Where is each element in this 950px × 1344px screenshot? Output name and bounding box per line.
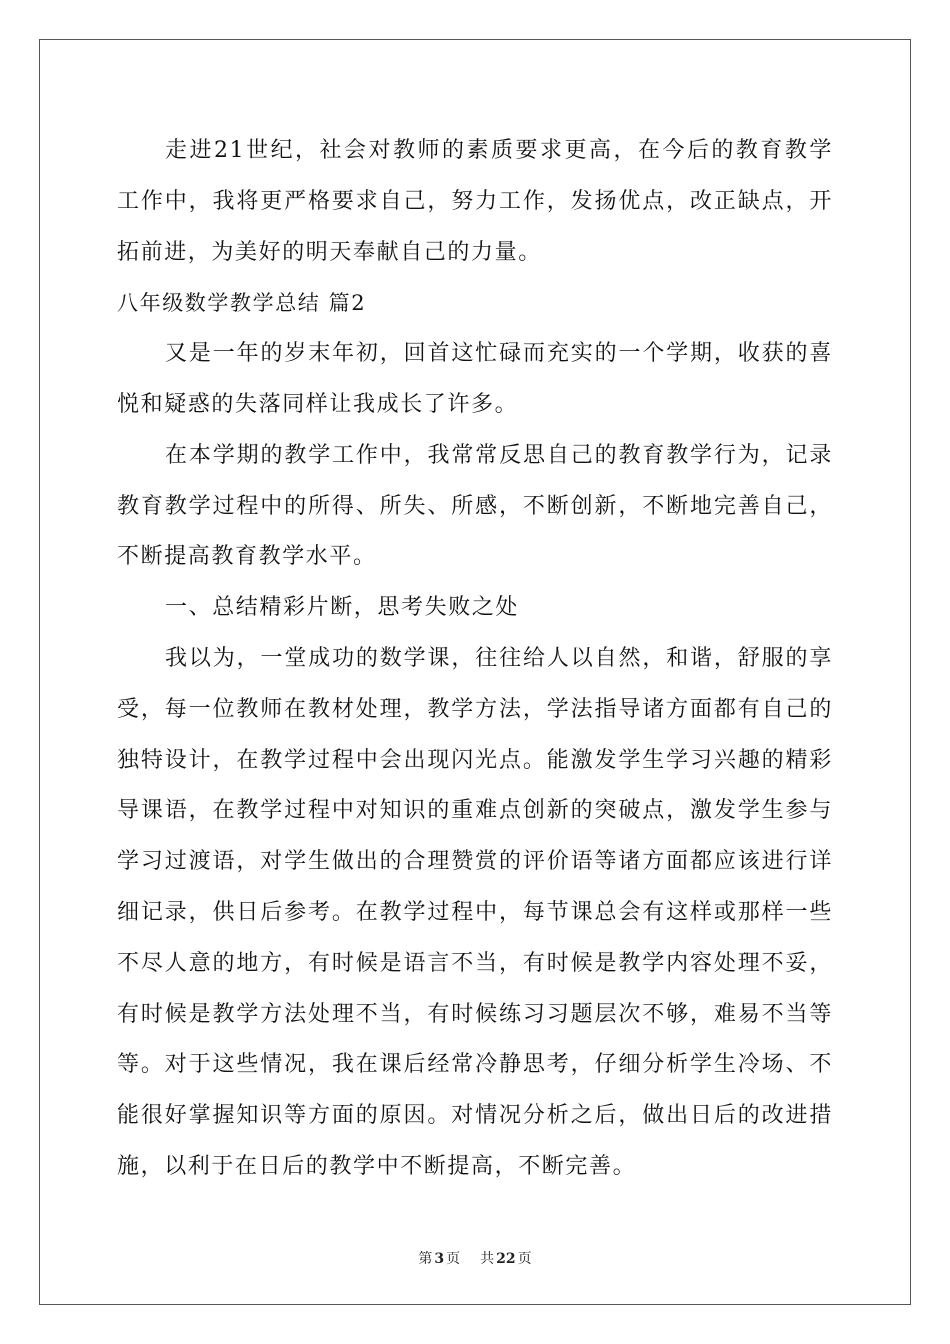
page-footer (0, 1248, 950, 1268)
text-line: 走进21世纪，社会对教师的素质要求更高，在今后的教育教学 (165, 138, 833, 163)
text-line: 独特设计，在教学过程中会出现闪光点。能激发学生学习兴趣的精彩 (117, 747, 833, 773)
text-line: 不尽人意的地方，有时候是语言不当，有时候是教学内容处理不妥， (117, 950, 833, 976)
footer-page-suffix: 页 (446, 1251, 461, 1267)
text-line: 学习过渡语，对学生做出的合理赞赏的评价语等诸方面都应该进行详 (117, 849, 833, 875)
section-heading: 八年级数学教学总结 篇2 (117, 291, 367, 316)
text-line: 在本学期的教学工作中，我常常反思自己的教育教学行为，记录 (165, 442, 833, 468)
text-line: 施，以利于在日后的教学中不断提高，不断完善。 (117, 1153, 637, 1179)
text-line: 拓前进，为美好的明天奉献自己的力量。 (117, 239, 542, 265)
text-line: 又是一年的岁末年初，回首这忙碌而充实的一个学期，收获的喜 (165, 341, 833, 367)
text-line: 有时候是教学方法处理不当，有时候练习习题层次不够，难易不当等 (117, 1001, 833, 1027)
text-line: 悦和疑惑的失落同样让我成长了许多。 (117, 391, 519, 417)
text-line: 我以为，一堂成功的数学课，往往给人以自然，和谐，舒服的享 (165, 645, 833, 671)
footer-page-prefix: 第 (418, 1251, 433, 1267)
text-line: 受，每一位教师在教材处理，教学方法，学法指导诸方面都有自己的 (117, 696, 833, 722)
text-line: 能很好掌握知识等方面的原因。对情况分析之后，做出日后的改进措 (117, 1103, 833, 1129)
footer-total-pages: 22 (496, 1251, 516, 1267)
footer-total-suffix: 页 (517, 1251, 532, 1267)
footer-total-prefix: 共 (480, 1251, 495, 1267)
text-line: 工作中，我将更严格要求自己，努力工作，发扬优点，改正缺点，开 (117, 188, 833, 214)
footer-current-page: 3 (434, 1251, 445, 1267)
text-line: 等。对于这些情况，我在课后经常冷静思考，仔细分析学生冷场、不 (117, 1052, 833, 1078)
text-line: 不断提高教育教学水平。 (117, 544, 377, 570)
text-line: 一、总结精彩片断，思考失败之处 (165, 595, 520, 621)
text-line: 导课语，在教学过程中对知识的重难点创新的突破点，激发学生参与 (117, 798, 833, 824)
text-line: 细记录，供日后参考。在教学过程中，每节课总会有这样或那样一些 (117, 899, 833, 925)
text-line: 教育教学过程中的所得、所失、所感，不断创新，不断地完善自己， (117, 493, 833, 519)
document-body (117, 126, 833, 1193)
